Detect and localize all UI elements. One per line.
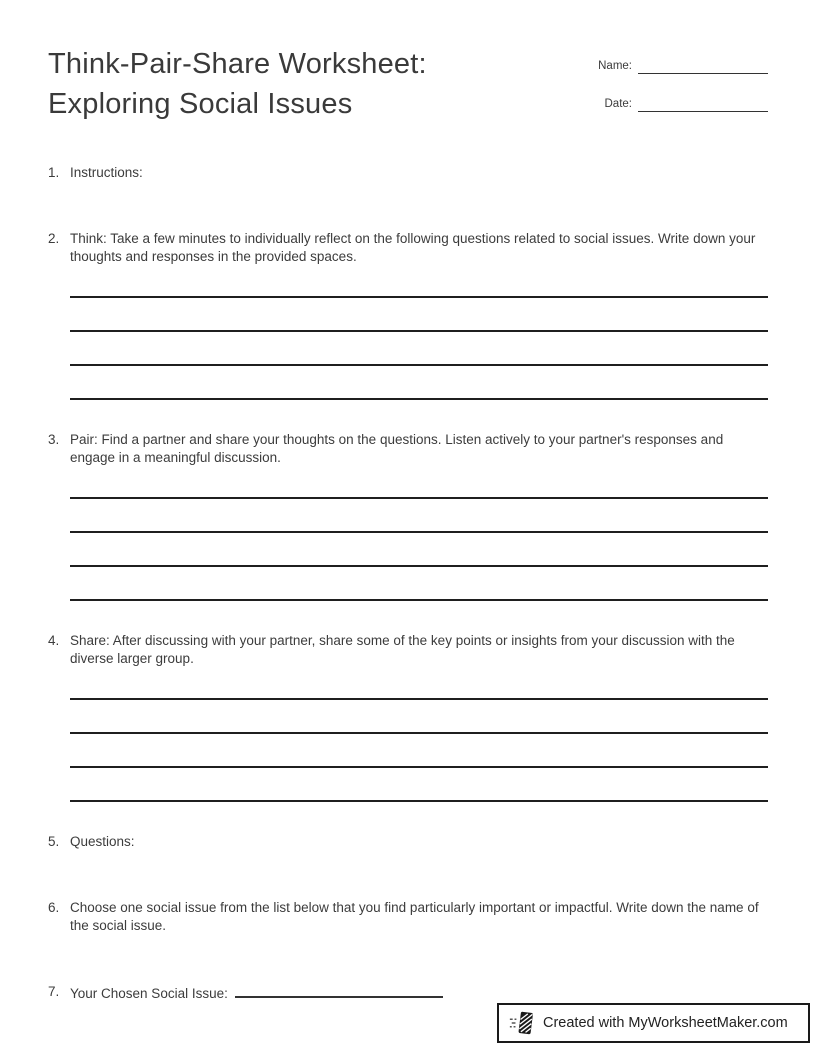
list-item-6 bbox=[48, 899, 768, 935]
chosen-social-issue-blank-line bbox=[235, 983, 443, 998]
writing-line bbox=[70, 332, 768, 366]
item-number: 1. bbox=[48, 165, 60, 180]
item-number: 2. bbox=[48, 231, 60, 246]
writing-lines-group-1 bbox=[70, 266, 768, 400]
writing-line bbox=[70, 266, 768, 298]
date-blank-line bbox=[638, 93, 768, 112]
date-field-row bbox=[594, 88, 768, 112]
writing-lines-group-3 bbox=[70, 668, 768, 802]
flying-worksheet-icon bbox=[508, 1009, 536, 1037]
name-blank-line bbox=[638, 55, 768, 74]
item-number: 6. bbox=[48, 900, 60, 915]
item-number: 4. bbox=[48, 633, 60, 648]
writing-line bbox=[70, 467, 768, 499]
writing-line bbox=[70, 298, 768, 332]
header-fields bbox=[594, 50, 768, 126]
name-label: Name: bbox=[598, 60, 632, 72]
writing-line bbox=[70, 366, 768, 400]
writing-line bbox=[70, 700, 768, 734]
item-text-with-blank bbox=[70, 983, 443, 1003]
item-text: Pair: Find a partner and share your thoughts on the questions. Listen actively to your partner's responses and engage in a meaningful discussion. bbox=[70, 432, 724, 465]
credit-text: Created with MyWorksheetMaker.com bbox=[543, 1015, 788, 1031]
page-title bbox=[48, 44, 427, 124]
page-title-line-1: Think-Pair-Share Worksheet: bbox=[48, 48, 427, 80]
list-item-7 bbox=[48, 983, 768, 1003]
writing-line bbox=[70, 768, 768, 802]
item-text: Instructions: bbox=[70, 165, 143, 180]
list-item-2 bbox=[48, 230, 768, 266]
writing-lines-group-2 bbox=[70, 467, 768, 601]
worksheet-maker-credit-link[interactable] bbox=[497, 1003, 810, 1043]
list-item-3 bbox=[48, 431, 768, 467]
writing-line bbox=[70, 499, 768, 533]
item-number: 3. bbox=[48, 432, 60, 447]
name-field-row bbox=[594, 50, 768, 74]
item-text: Choose one social issue from the list below that you find particularly important or impactful. Write down the name of the social issue. bbox=[70, 900, 759, 933]
item-text: Share: After discussing with your partner, share some of the key points or insights from your discussion with the diverse larger group. bbox=[70, 633, 735, 666]
list-item-4 bbox=[48, 632, 768, 668]
item-text: Questions: bbox=[70, 834, 135, 849]
item-number: 7. bbox=[48, 984, 60, 999]
item-text: Think: Take a few minutes to individually reflect on the following questions related to social issues. Write down your thoughts and responses in the provided spaces. bbox=[70, 231, 756, 264]
item-text: Your Chosen Social Issue: bbox=[70, 986, 228, 1001]
page-title-line-2: Exploring Social Issues bbox=[48, 88, 353, 120]
writing-line bbox=[70, 533, 768, 567]
writing-line bbox=[70, 668, 768, 700]
list-item-5 bbox=[48, 833, 768, 851]
page-header bbox=[48, 0, 768, 126]
list-item-1 bbox=[48, 164, 768, 182]
writing-line bbox=[70, 567, 768, 601]
writing-line bbox=[70, 734, 768, 768]
date-label: Date: bbox=[604, 98, 632, 110]
item-number: 5. bbox=[48, 834, 60, 849]
